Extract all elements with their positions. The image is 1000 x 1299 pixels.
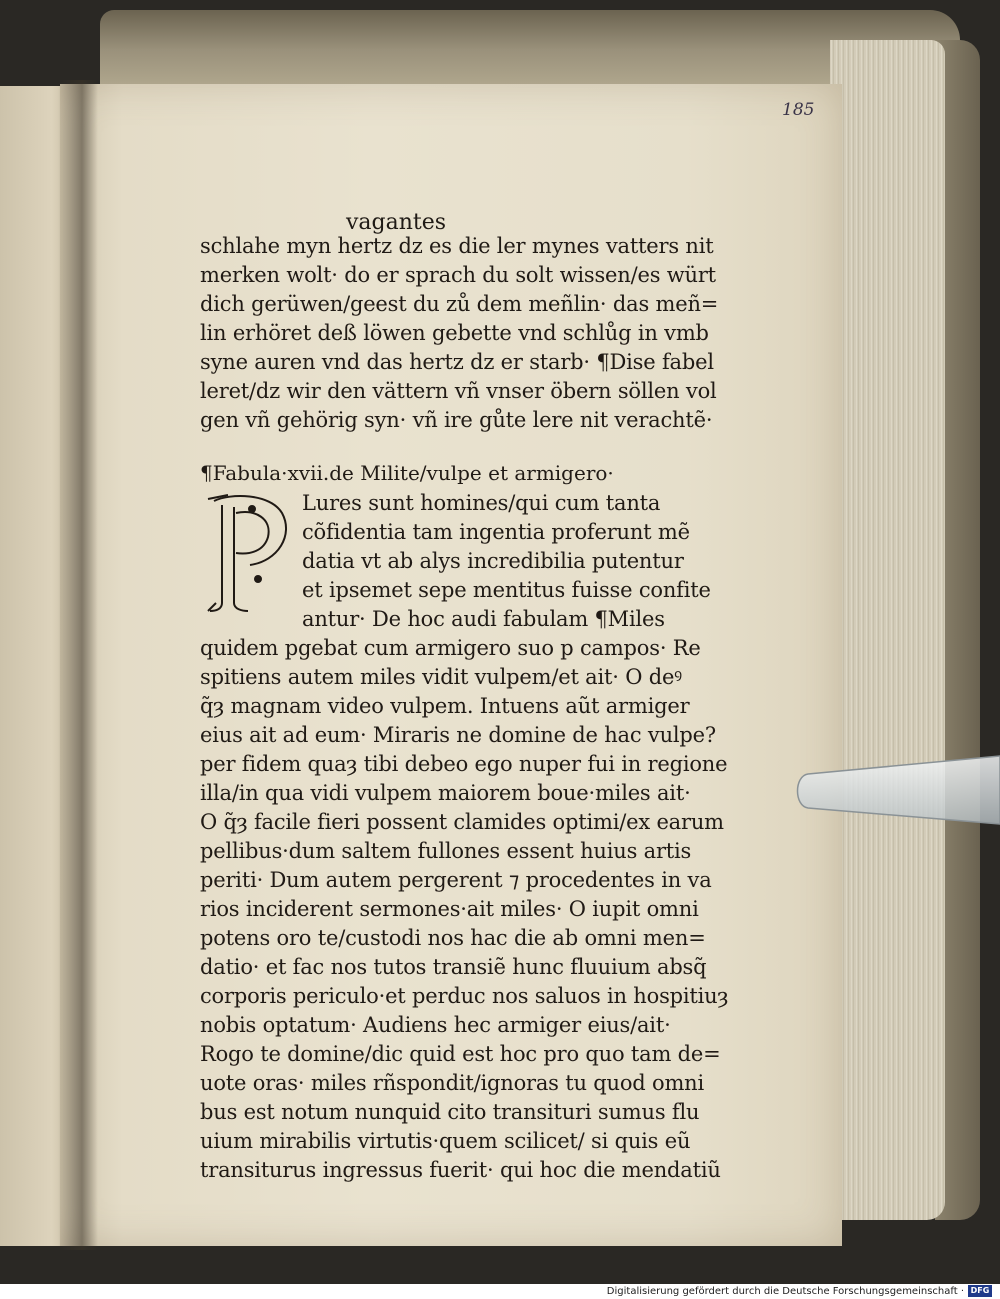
- text-line: syne auren vnd das hertz dz er starb· ¶Dise fabel: [200, 350, 714, 374]
- text-line: q̃ȝ magnam video vulpem. Intuens aũt armiger: [200, 694, 690, 718]
- text-line: corporis periculo·et perduc nos saluos in hospitiuȝ: [200, 984, 729, 1008]
- page-number: 185: [782, 100, 815, 120]
- decorated-initial-p: [200, 491, 298, 615]
- text-line: eius ait ad eum· Miraris ne domine de hac vulpe?: [200, 723, 716, 747]
- text-line: transiturus ingressus fuerit· qui hoc die mendatiũ: [200, 1158, 721, 1182]
- book-gutter: [58, 80, 98, 1250]
- dfg-logo-icon: DFG: [968, 1285, 992, 1297]
- running-head: vagantes: [346, 210, 447, 235]
- text-line: datia vt ab alys incredibilia putentur: [302, 549, 684, 573]
- text-line: merken wolt· do er sprach du solt wissen/es würt: [200, 263, 716, 287]
- text-line: leret/dz wir den vättern vñ vnser öbern söllen vol: [200, 379, 717, 403]
- funding-credit: Digitalisierung gefördert durch die Deutsche Forschungsgemeinschaft ·: [606, 1286, 964, 1297]
- text-line: potens oro te/custodi nos hac die ab omni men=: [200, 926, 706, 950]
- text-line: periti· Dum autem pergerent ⁊ procedentes in va: [200, 868, 712, 892]
- text-line: nobis optatum· Audiens hec armiger eius/ait·: [200, 1013, 671, 1037]
- text-line: dich gerüwen/geest du zů dem meñlin· das meñ=: [200, 292, 719, 316]
- text-line: cõfidentia tam ingentia proferunt mẽ: [302, 520, 690, 544]
- decorated-paragraph: [200, 489, 711, 634]
- paragraph-gap: [200, 435, 670, 457]
- text-line: Lures sunt homines/qui cum tanta: [302, 491, 661, 515]
- text-block: [200, 232, 729, 1185]
- text-line: bus est notum nunquid cito transituri sumus flu: [200, 1100, 700, 1124]
- text-line: datio· et fac nos tutos transiẽ hunc fluuium absq̃: [200, 955, 707, 979]
- text-line: antur· De hoc audi fabulam ¶Miles: [302, 607, 665, 631]
- text-line: et ipsemet sepe mentitus fuisse confite: [302, 578, 711, 602]
- page-edges: [830, 40, 945, 1220]
- text-line: O q̃ȝ facile fieri possent clamides optimi/ex earum: [200, 810, 724, 834]
- text-line: gen vñ gehörig syn· vñ ire gůte lere nit verachtẽ·: [200, 408, 713, 432]
- text-line: spitiens autem miles vidit vulpem/et ait· O deꝰ: [200, 665, 682, 689]
- text-line: quidem pgebat cum armigero suo p campos· Re: [200, 636, 701, 660]
- fable-heading: ¶Fabula·xvii.de Milite/vulpe et armigero·: [200, 461, 614, 485]
- text-line: Rogo te domine/dic quid est hoc pro quo tam de=: [200, 1042, 721, 1066]
- text-line: lin erhöret deß löwen gebette vnd schlůg in vmb: [200, 321, 709, 345]
- text-line: uote oras· miles rñspondit/ignoras tu quod omni: [200, 1071, 704, 1095]
- svg-text:P: P: [230, 543, 231, 544]
- page-holder-clip: [790, 752, 1000, 828]
- text-line: illa/in qua vidi vulpem maiorem boue·miles ait·: [200, 781, 691, 805]
- text-line: rios inciderent sermones·ait miles· O iupit omni: [200, 897, 699, 921]
- text-line: uium mirabilis virtutis·quem scilicet/ si quis eũ: [200, 1129, 691, 1153]
- text-line: schlahe myn hertz dz es die ler mynes vatters nit: [200, 234, 714, 258]
- text-line: pellibus·dum saltem fullones essent huius artis: [200, 839, 692, 863]
- text-line: per fidem quaȝ tibi debeo ego nuper fui in regione: [200, 752, 728, 776]
